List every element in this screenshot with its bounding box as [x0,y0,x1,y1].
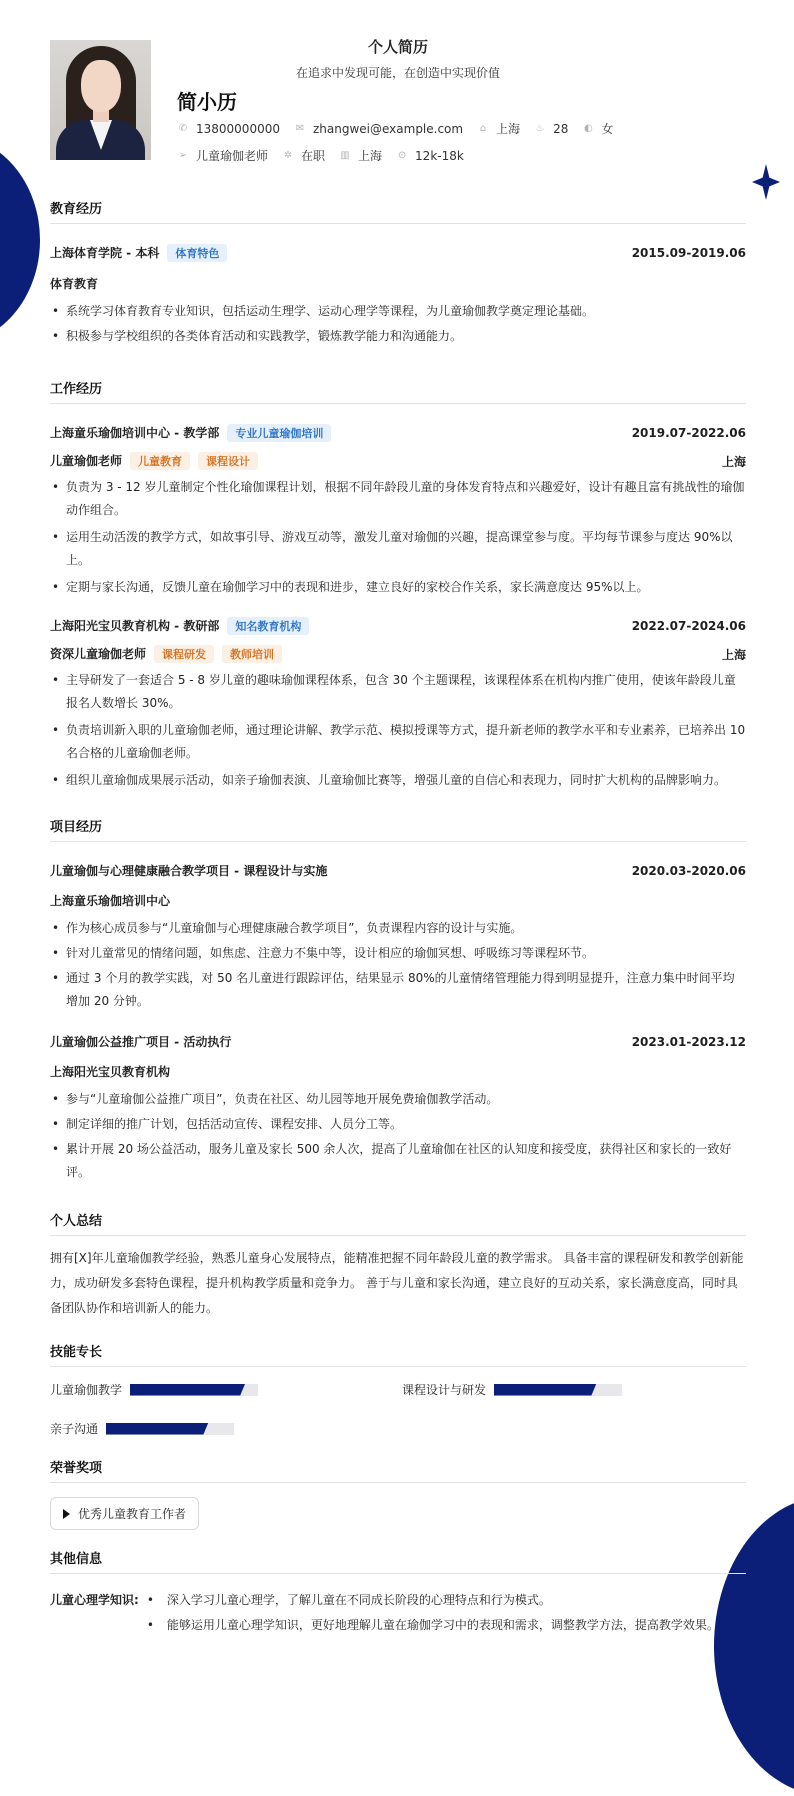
skill-bar [494,1384,622,1396]
school-name: 上海体育学院 - 本科 [50,246,160,260]
skills-section [50,1341,746,1437]
project-bullets [50,917,746,1013]
target-city: ▥ 上海 [340,149,383,163]
status-icon: ✲ [283,150,293,161]
skill-label: 课程设计与研发 [402,1383,487,1397]
email[interactable]: ✉ zhangwei@example.com [295,121,464,136]
money-icon: ⊙ [397,150,407,161]
list-item: • 定期与家长沟通，反馈儿童在瑜伽学习中的表现和进步，建立良好的家校合作关系，家长满意度达 95%以上。 [50,576,746,599]
skill-bar [106,1423,234,1435]
skill-bar-fill [494,1384,596,1396]
skill-item [50,1381,402,1398]
work-date: 2019.07-2022.06 [631,426,746,440]
work-header [50,617,746,635]
award-badge [50,1497,199,1530]
list-item: • 组织儿童瑜伽成果展示活动，如亲子瑜伽表演、儿童瑜伽比赛等，增强儿童的自信心和表现力，同时扩大机构的品牌影响力。 [50,769,746,792]
skill-bar-fill [106,1423,208,1435]
salary: ⊙ 12k-18k [397,148,464,163]
company-name: 上海阳光宝贝教育机构 - 教研部 [50,619,220,633]
section-title: 技能专长 [50,1341,746,1367]
send-icon: ➢ [178,150,188,161]
section-title: 项目经历 [50,816,746,842]
list-item: • 运用生动活泼的教学方式，如故事引导、游戏互动等，激发儿童对瑜伽的兴趣，提高课堂参与度。平均每节课参与度达 90%以上。 [50,526,746,572]
skill-label: 亲子沟通 [50,1422,99,1436]
skill-item [402,1381,622,1398]
work-bullets [50,669,746,792]
project-header [50,1033,746,1050]
other-label: 儿童心理学知识: [50,1593,139,1607]
skill-bar-fill [130,1384,245,1396]
list-item: • 能够运用儿童心理学知识，更好地理解儿童在瑜伽学习中的表现和需求，调整教学方法，提高教学效果。 [145,1613,719,1638]
section-title: 荣誉奖项 [50,1457,746,1483]
document-title: 个人简历 [367,38,428,56]
other-bullets [145,1588,719,1638]
sparkle-icon [752,164,780,200]
list-item: • 作为核心成员参与“儿童瑜伽与心理健康融合教学项目”，负责课程内容的设计与实施。 [50,917,746,940]
candidate-name: 简小历 [177,90,237,114]
project-bullets [50,1088,746,1184]
project-header [50,862,746,879]
work-bullets [50,476,746,599]
location: ⌂ 上海 [477,120,520,137]
list-item: • 制定详细的推广计划，包括活动宣传、课程安排、人员分工等。 [50,1113,746,1136]
education-header [50,244,746,262]
work-city: 上海 [721,647,746,662]
resume [50,0,746,1638]
list-item: • 负责培训新入职的儿童瑜伽老师，通过理论讲解、教学示范、模拟授课等方式，提升新老师的教学水平和专业素养，已培养出 10 名合格的儿童瑜伽老师。 [50,719,746,765]
list-item: • 针对儿童常见的情绪问题，如焦虑、注意力不集中等，设计相应的瑜伽冥想、呼吸练习等课程环节。 [50,942,746,965]
skill-bar [130,1384,258,1396]
list-item: • 累计开展 20 场公益活动，服务儿童及家长 500 余人次，提高了儿童瑜伽在社区的认知度和接受度，获得社区和家长的一致好评。 [50,1138,746,1184]
contact-row [177,120,627,137]
company-name: 上海童乐瑜伽培训中心 - 教学部 [50,426,220,440]
home-icon: ⌂ [479,123,487,134]
project-date: 2023.01-2023.12 [631,1034,746,1049]
education-section [50,198,746,348]
list-item: • 系统学习体育教育专业知识，包括运动生理学、运动心理学等课程，为儿童瑜伽教学奠定理论基础。 [50,300,746,323]
role-row [50,452,746,470]
job-status: ✲ 在职 [283,149,326,163]
major: 体育教育 [50,277,99,291]
list-item: • 积极参与学校组织的各类体育活动和实践教学，锻炼教学能力和沟通能力。 [50,325,746,348]
school-tag: 体育特色 [167,244,227,262]
section-title: 教育经历 [50,198,746,224]
list-item: • 深入学习儿童心理学，了解儿童在不同成长阶段的心理特点和行为模式。 [145,1588,719,1613]
project-section [50,816,746,1184]
phone: ✆ 13800000000 [178,121,280,136]
award-label: 优秀儿童教育工作者 [78,1507,187,1521]
building-icon: ▥ [340,150,350,161]
decorative-shape-top-left [0,135,40,345]
resume-header [50,0,746,190]
mail-icon: ✉ [295,123,305,134]
work-date: 2022.07-2024.06 [631,619,746,633]
project-name: 儿童瑜伽与心理健康融合教学项目 - 课程设计与实施 [50,864,328,878]
section-title: 工作经历 [50,378,746,404]
role-tag: 教师培训 [222,645,282,663]
work-header [50,424,746,442]
phone-icon: ✆ [178,123,188,134]
gender: ◐ 女 [584,122,614,136]
play-icon [63,1509,70,1519]
other-info [50,1588,746,1638]
section-title: 个人总结 [50,1210,746,1236]
project-org: 上海阳光宝贝教育机构 [50,1065,171,1079]
company-tag: 专业儿童瑜伽培训 [227,424,331,442]
education-bullets [50,300,746,348]
role-title: 儿童瑜伽老师 [50,454,123,468]
role-tag: 课程研发 [154,645,214,663]
work-section [50,378,746,792]
role-row [50,645,746,663]
role-tag: 课程设计 [198,452,258,470]
cake-icon: ♨ [535,123,545,134]
list-item: • 主导研发了一套适合 5 - 8 岁儿童的趣味瑜伽课程体系，包含 30 个主题课程，该课程体系在机构内推广使用，使该年龄段儿童报名人数增长 30%。 [50,669,746,715]
job-intent-row [177,147,478,164]
age: ♨ 28 [535,121,569,136]
honors-section [50,1457,746,1530]
list-item: • 负责为 3 - 12 岁儿童制定个性化瑜伽课程计划，根据不同年龄段儿童的身体发育特点和兴趣爱好，设计有趣且富有挑战性的瑜伽动作组合。 [50,476,746,522]
section-title: 其他信息 [50,1548,746,1574]
skill-item [50,1420,746,1437]
company-tag: 知名教育机构 [227,617,309,635]
skills-list [50,1381,746,1437]
list-item: • 参与“儿童瑜伽公益推广项目”，负责在社区、幼儿园等地开展免费瑜伽教学活动。 [50,1088,746,1111]
avatar [50,40,151,160]
tagline: 在追求中发现可能，在创造中实现价值 [295,66,500,80]
role-tag: 儿童教育 [130,452,190,470]
skill-label: 儿童瑜伽教学 [50,1383,123,1397]
education-date: 2015.09-2019.06 [631,246,746,260]
gender-icon: ◐ [584,123,593,134]
project-date: 2020.03-2020.06 [631,863,746,878]
summary-text: 拥有[X]年儿童瑜伽教学经验，熟悉儿童身心发展特点，能精准把握不同年龄段儿童的教学需求。 具备丰富的课程研发和教学创新能力，成功研发多套特色课程，提升机构教学质量和竞争力。 善于与儿童和家长沟通，建立良好的互动关系，家长满意度高，同时具备团队协作和培训新人的能力。 [50,1251,744,1315]
summary-section [50,1210,746,1321]
work-city: 上海 [721,454,746,469]
list-item: • 通过 3 个月的教学实践，对 50 名儿童进行跟踪评估，结果显示 80%的儿童情绪管理能力得到明显提升，注意力集中时间平均增加 20 分钟。 [50,967,746,1013]
project-name: 儿童瑜伽公益推广项目 - 活动执行 [50,1035,232,1049]
project-org: 上海童乐瑜伽培训中心 [50,894,171,908]
role-title: 资深儿童瑜伽老师 [50,647,147,661]
other-section [50,1548,746,1638]
job-target: ➢ 儿童瑜伽老师 [178,149,269,163]
